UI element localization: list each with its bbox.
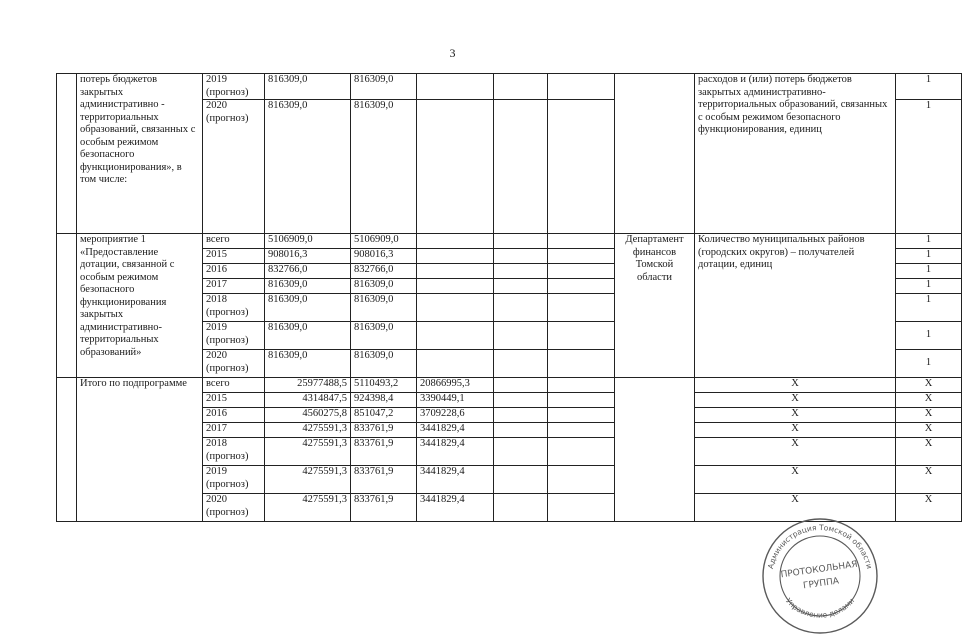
indicator-cell: Количество муниципальных районов (городских округов) – получателей дотации, единиц	[695, 234, 896, 378]
total-cell: 816309,0	[265, 100, 351, 234]
value-cell: 1	[896, 234, 962, 249]
regional-cell: 3441829,4	[417, 466, 494, 494]
forecast-note: (прогноз)	[206, 478, 249, 490]
year-cell	[203, 393, 265, 408]
empty-cell	[548, 466, 615, 494]
empty-cell	[494, 378, 548, 393]
index-cell	[57, 378, 77, 522]
total-cell: 816309,0	[265, 74, 351, 100]
total-cell: 4275591,3	[265, 466, 351, 494]
index-cell	[57, 74, 77, 234]
empty-cell	[548, 350, 615, 378]
empty-cell	[494, 466, 548, 494]
forecast-note: (прогноз)	[206, 86, 249, 98]
year-cell	[203, 264, 265, 279]
regional-cell	[417, 264, 494, 279]
index-cell	[57, 234, 77, 378]
empty-cell	[494, 74, 548, 100]
forecast-note: (прогноз)	[206, 362, 249, 374]
department-cell	[615, 378, 695, 522]
empty-cell	[494, 279, 548, 294]
value-cell: 1	[896, 100, 962, 234]
year-label: 2016	[206, 408, 227, 419]
empty-cell	[494, 423, 548, 438]
empty-cell	[494, 234, 548, 249]
value-cell: Х	[896, 494, 962, 522]
regional-cell: 3441829,4	[417, 438, 494, 466]
year-label: всего	[206, 378, 230, 389]
federal-cell: 816309,0	[351, 74, 417, 100]
year-cell	[203, 279, 265, 294]
regional-cell: 3441829,4	[417, 423, 494, 438]
year-cell	[203, 378, 265, 393]
year-cell	[203, 423, 265, 438]
federal-cell: 908016,3	[351, 249, 417, 264]
federal-cell: 816309,0	[351, 350, 417, 378]
empty-cell	[494, 494, 548, 522]
year-cell	[203, 234, 265, 249]
empty-cell	[494, 438, 548, 466]
forecast-note: (прогноз)	[206, 306, 249, 318]
forecast-note: (прогноз)	[206, 450, 249, 462]
year-label: 2017	[206, 279, 227, 290]
federal-cell: 832766,0	[351, 264, 417, 279]
total-cell: 4275591,3	[265, 494, 351, 522]
year-cell	[203, 74, 265, 100]
total-cell: 4314847,5	[265, 393, 351, 408]
total-cell: 832766,0	[265, 264, 351, 279]
value-cell: 1	[896, 74, 962, 100]
value-cell: 1	[896, 322, 962, 350]
empty-cell	[548, 322, 615, 350]
regional-cell: 3390449,1	[417, 393, 494, 408]
year-label: 2015	[206, 249, 227, 260]
value-cell: Х	[896, 466, 962, 494]
empty-cell	[548, 100, 615, 234]
total-cell: 816309,0	[265, 322, 351, 350]
indicator-value-cell: Х	[695, 408, 896, 423]
year-label: 2020	[206, 494, 227, 505]
year-label: 2015	[206, 393, 227, 404]
year-label: 2019	[206, 466, 227, 477]
empty-cell	[494, 350, 548, 378]
official-stamp-seal	[756, 514, 884, 634]
year-cell	[203, 408, 265, 423]
value-cell: Х	[896, 423, 962, 438]
total-cell: 816309,0	[265, 294, 351, 322]
empty-cell	[548, 249, 615, 264]
empty-cell	[494, 393, 548, 408]
empty-cell	[548, 279, 615, 294]
year-cell	[203, 494, 265, 522]
year-cell	[203, 350, 265, 378]
value-cell: 1	[896, 350, 962, 378]
regional-cell	[417, 74, 494, 100]
year-label: всего	[206, 234, 230, 245]
year-label: 2019	[206, 322, 227, 333]
indicator-value-cell: Х	[695, 494, 896, 522]
federal-cell: 851047,2	[351, 408, 417, 423]
empty-cell	[548, 408, 615, 423]
indicator-cell: расходов и (или) потерь бюджетов закрытых административно-территориальных образований, связанных с особым режимом безопасного функционирования, единиц	[695, 74, 896, 234]
federal-cell: 833761,9	[351, 423, 417, 438]
regional-cell	[417, 294, 494, 322]
federal-cell: 5106909,0	[351, 234, 417, 249]
year-cell	[203, 438, 265, 466]
value-cell: 1	[896, 264, 962, 279]
total-cell: 816309,0	[265, 350, 351, 378]
year-label: 2019	[206, 74, 227, 85]
value-cell: Х	[896, 438, 962, 466]
value-cell: Х	[896, 393, 962, 408]
value-cell: 1	[896, 249, 962, 264]
program-table	[56, 73, 962, 522]
empty-cell	[548, 378, 615, 393]
year-cell	[203, 466, 265, 494]
total-cell: 5106909,0	[265, 234, 351, 249]
empty-cell	[494, 264, 548, 279]
department-cell: Департамент финансов Томской области	[615, 234, 695, 378]
forecast-note: (прогноз)	[206, 506, 249, 518]
federal-cell: 816309,0	[351, 322, 417, 350]
federal-cell: 833761,9	[351, 438, 417, 466]
indicator-value-cell: Х	[695, 378, 896, 393]
total-cell: 4560275,8	[265, 408, 351, 423]
federal-cell: 816309,0	[351, 294, 417, 322]
year-label: 2018	[206, 294, 227, 305]
value-cell: 1	[896, 279, 962, 294]
year-cell	[203, 249, 265, 264]
federal-cell: 816309,0	[351, 100, 417, 234]
value-cell: 1	[896, 294, 962, 322]
regional-cell: 3709228,6	[417, 408, 494, 423]
empty-cell	[494, 408, 548, 423]
empty-cell	[548, 438, 615, 466]
indicator-value-cell: Х	[695, 466, 896, 494]
department-cell	[615, 74, 695, 234]
regional-cell	[417, 322, 494, 350]
value-cell: Х	[896, 408, 962, 423]
total-cell: 25977488,5	[265, 378, 351, 393]
section-name: мероприятие 1 «Предоставление дотации, связанной с особым режимом безопасного функционирования закрытых административно-территориальных образований»	[77, 234, 203, 378]
value-cell: Х	[896, 378, 962, 393]
stamp-center-line2: ГРУППА	[802, 576, 840, 592]
federal-cell: 5110493,2	[351, 378, 417, 393]
empty-cell	[548, 234, 615, 249]
total-cell: 4275591,3	[265, 423, 351, 438]
forecast-note: (прогноз)	[206, 334, 249, 346]
regional-cell: 20866995,3	[417, 378, 494, 393]
empty-cell	[494, 322, 548, 350]
regional-cell	[417, 100, 494, 234]
regional-cell	[417, 279, 494, 294]
forecast-note: (прогноз)	[206, 112, 249, 124]
table-row	[57, 234, 962, 249]
year-label: 2016	[206, 264, 227, 275]
empty-cell	[548, 74, 615, 100]
federal-cell: 816309,0	[351, 279, 417, 294]
total-cell: 4275591,3	[265, 438, 351, 466]
year-cell	[203, 100, 265, 234]
indicator-value-cell: Х	[695, 438, 896, 466]
regional-cell	[417, 249, 494, 264]
federal-cell: 924398,4	[351, 393, 417, 408]
total-cell: 908016,3	[265, 249, 351, 264]
empty-cell	[548, 294, 615, 322]
stamp-bottom-text: Управление делами	[783, 596, 857, 620]
empty-cell	[548, 423, 615, 438]
year-label: 2018	[206, 438, 227, 449]
year-label: 2017	[206, 423, 227, 434]
year-cell	[203, 294, 265, 322]
table-row	[57, 378, 962, 393]
indicator-value-cell: Х	[695, 393, 896, 408]
page-number: 3	[449, 46, 456, 60]
federal-cell: 833761,9	[351, 466, 417, 494]
stamp-center-line1: ПРОТОКОЛЬНАЯ	[780, 559, 859, 581]
empty-cell	[494, 249, 548, 264]
year-cell	[203, 322, 265, 350]
year-label: 2020	[206, 350, 227, 361]
stamp-ring-text: Администрация Томской области	[765, 522, 875, 570]
regional-cell: 3441829,4	[417, 494, 494, 522]
empty-cell	[548, 393, 615, 408]
empty-cell	[494, 100, 548, 234]
regional-cell	[417, 350, 494, 378]
section-name: Итого по подпрограмме	[77, 378, 203, 522]
federal-cell: 833761,9	[351, 494, 417, 522]
empty-cell	[494, 294, 548, 322]
year-label: 2020	[206, 100, 227, 111]
empty-cell	[548, 494, 615, 522]
regional-cell	[417, 234, 494, 249]
section-name: потерь бюджетов закрытых административно - территориальных образований, связанных с особым режимом безопасного функционирования», в том числе:	[77, 74, 203, 234]
indicator-value-cell: Х	[695, 423, 896, 438]
empty-cell	[548, 264, 615, 279]
table-row	[57, 74, 962, 100]
total-cell: 816309,0	[265, 279, 351, 294]
